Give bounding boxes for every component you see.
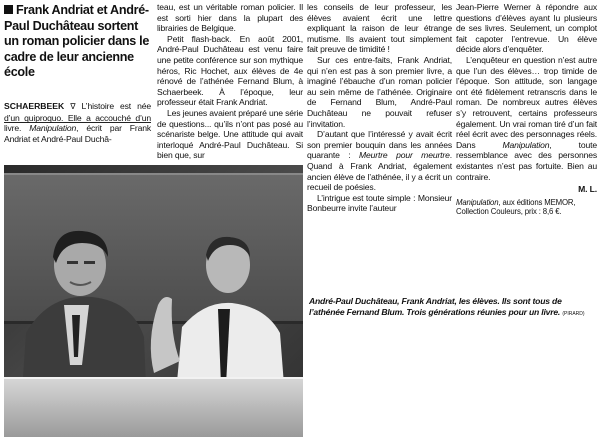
column-2-paragraph-2: Petit flash-back. En août 2001, André-Paul Duchâteau est venu faire une petite conférence sur son mythique héros, Ric Hochet, aux élèves de 4e rénové de l’athénée Fernand Blum, à Schaerbeek. À l’époque, leur professeur était Frank Andriat.: [157, 33, 303, 108]
book-reference-text: , aux éditions MEMOR, Collection Couleurs, prix : 8,6 €.: [456, 197, 576, 217]
column-2-paragraph-3: Les jeunes avaient préparé une série de questions... qu’ils n’ont pas posé au scénariste belge. Une attitude qui avait interloqué André-Paul Duchâteau. Si bien que, sur: [157, 107, 304, 161]
article-column-3: [307, 2, 452, 214]
column-3-paragraph-1: les conseils de leur professeur, les élèves avaient écrit une lettre expliquant la raison de leur étrange mutisme. Ils avaient tout simplement fait preuve de timidité !: [307, 2, 452, 55]
dateline: SCHAERBEEK: [4, 101, 65, 111]
author-signature: M. L.: [578, 184, 597, 195]
column-3-paragraph-3: [307, 129, 452, 193]
column-4-paragraph-1: Jean-Pierre Werner à répondre aux questions d’élèves ayant lu plusieurs de ses livres. Seulement, un complot fait capoter l’entrevue. Un élève décide alors d’enquêter.: [456, 2, 597, 55]
column-1-text-2: , écrit par Frank Andriat et André-Paul Duchâ-: [4, 123, 151, 144]
column-4-paragraph-2: [456, 55, 597, 182]
column-1-text: L’histoire est née d’un quiproquo. Elle a accouché d’un livre.: [4, 101, 151, 134]
photo-credit: (PIRARD): [562, 311, 585, 317]
column-3-paragraph-2: Sur ces entre-faits, Frank Andriat, qui n’en est pas à son premier livre, a imaginé l’ébauche d’un roman policier au sein même de l’athénée. Originaire de Fernand Blum, André-Paul Duchâteau ne pouvait refuser l’invitation.: [307, 54, 452, 129]
book-reference: [456, 198, 597, 217]
column-3-paragraph-3-text-2: . Quand à Frank Andriat, également ancien élève de l’athénée, il y a écrit un recueil de poésies.: [307, 150, 452, 193]
column-4-paragraph-2-text: L’enquêteur en question n’est autre que l’un des élèves… trop timide de l’époque. Son attitude, son langage ont été fidèlement retranscris dans le roman. De nombreux autres élèves s’y retrouvent, certains professeurs également. Un vrai roman tiré d’un fait réel écrit avec des personnages réels. Dans: [456, 54, 597, 150]
article-headline: [4, 3, 156, 81]
dateline-triangle-icon: ∇: [70, 102, 76, 111]
photo-caption: [309, 296, 597, 320]
article-column-4: [456, 2, 597, 217]
article-column-1: [4, 101, 151, 144]
headline-text: Frank Andriat et André-Paul Duchâteau sortent un roman policier dans le cadre de leur ancienne école: [4, 3, 150, 79]
headline-square-icon: [4, 5, 13, 14]
book-title: Manipulation: [29, 123, 77, 134]
article-photo: [4, 165, 303, 437]
column-3-paragraph-4: L’intrigue est toute simple : Monsieur Bonbeurre invite l’auteur: [307, 192, 452, 214]
column-3-paragraph-3-text: D’autant que l’intéressé y avait écrit son premier bouquin dans les années quarante :: [307, 129, 452, 161]
book-reference-title: Manipulation: [456, 197, 499, 207]
book-title-meurtre: Meurtre pour meurtre: [359, 150, 450, 161]
column-2-paragraph-1: teau, est un véritable roman policier. Il est sorti hier dans la plupart des librairies de Belgique.: [157, 2, 303, 34]
book-title-manipulation: Manipulation: [502, 139, 550, 150]
article-column-2: [157, 2, 303, 161]
column-4-paragraph-2-text-2: , toute ressemblance avec des personnes existantes n’est pas fortuite. Bien au contraire.: [456, 139, 597, 182]
photo-caption-text: André-Paul Duchâteau, Frank Andriat, les élèves. Ils sont tous de l’athénée Fernand Blum. Trois générations réunies pour un livre.: [309, 296, 562, 317]
